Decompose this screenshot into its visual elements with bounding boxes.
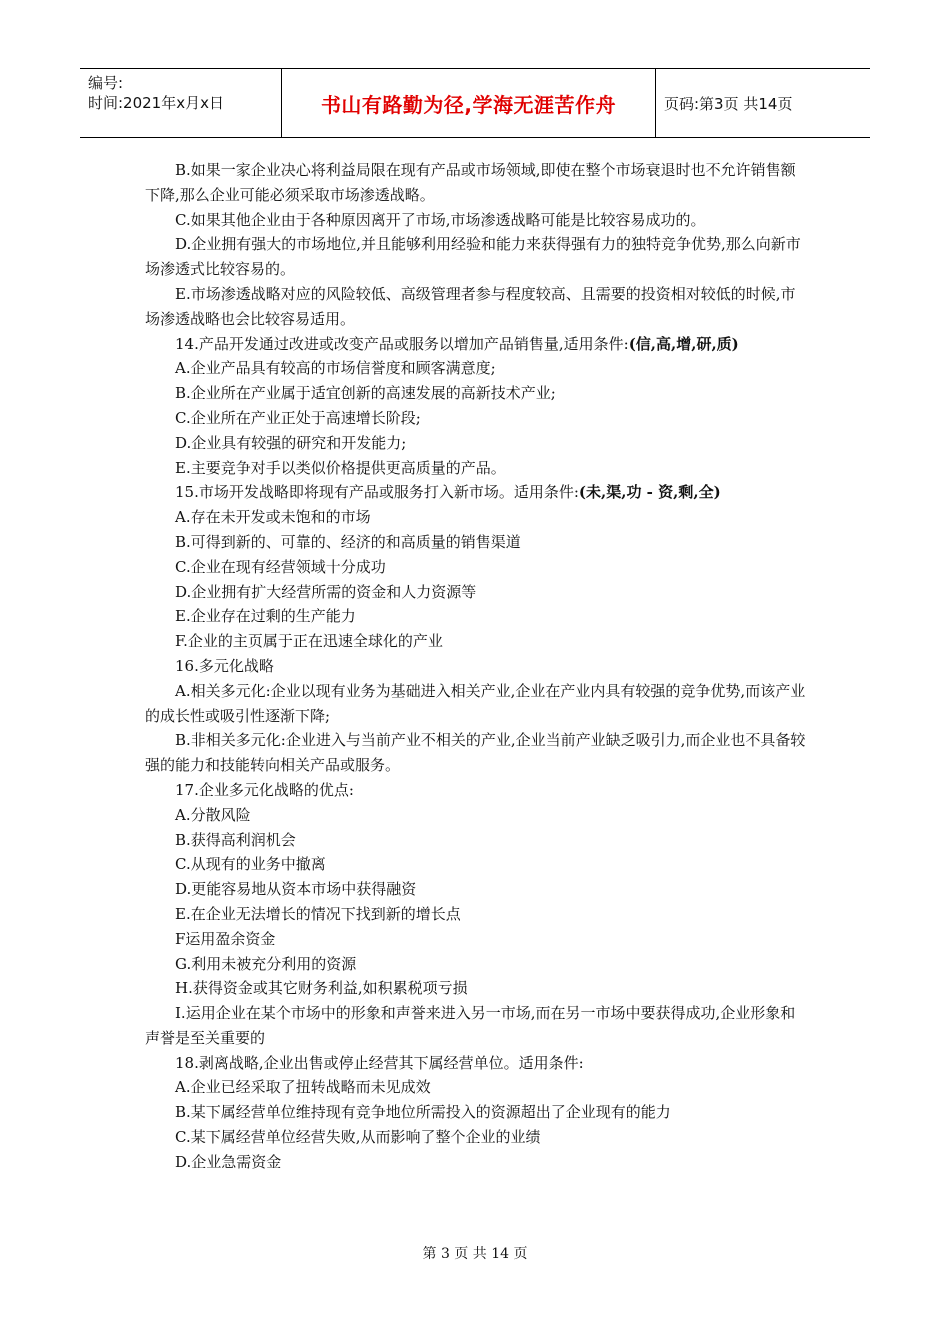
paragraph <box>145 902 807 927</box>
page-footer: 第 3 页 共 14 页 <box>422 1246 528 1262</box>
paragraph-text: C.企业所在产业正处于高速增长阶段; <box>175 408 421 427</box>
paragraph-text: E.市场渗透战略对应的风险较低、高级管理者参与程度较高、且需要的投资相对较低的时候,市场渗透战略也会比较容易适用。 <box>145 284 796 328</box>
paragraph-text: A.企业产品具有较高的市场信誉度和顾客满意度; <box>175 359 496 378</box>
document-header <box>80 68 870 138</box>
paragraph <box>145 952 807 977</box>
paragraph-text: C.从现有的业务中撤离 <box>175 855 326 874</box>
paragraph <box>145 1075 807 1100</box>
paragraph-text: B.如果一家企业决心将利益局限在现有产品或市场领域,即使在整个市场衰退时也不允许销售额下降,那么企业可能必须采取市场渗透战略。 <box>145 161 796 204</box>
paragraph <box>145 604 807 629</box>
paragraph <box>145 852 807 877</box>
paragraph <box>145 406 807 431</box>
paragraph <box>145 580 807 605</box>
paragraph-text: E.企业存在过剩的生产能力 <box>175 607 356 626</box>
paragraph-text: B.某下属经营单位维持现有竞争地位所需投入的资源超出了企业现有的能力 <box>175 1103 671 1122</box>
paragraph <box>145 1125 807 1150</box>
paragraph-text: B.企业所在产业属于适宜创新的高速发展的高新技术产业; <box>175 384 556 403</box>
paragraph-text: H.获得资金或其它财务利益,如积累税项亏损 <box>175 979 468 998</box>
paragraph <box>145 505 807 530</box>
paragraph <box>145 431 807 456</box>
header-info-cell <box>80 69 282 137</box>
paragraph-text: E.在企业无法增长的情况下找到新的增长点 <box>175 904 461 923</box>
paragraph <box>145 356 807 381</box>
paragraph-text: 18.剥离战略,企业出售或停止经营其下属经营单位。适用条件: <box>175 1053 584 1072</box>
paragraph-text: A.相关多元化:企业以现有业务为基础进入相关产业,企业在产业内具有较强的竞争优势,而该产业的成长性或吸引性逐渐下降; <box>145 681 806 725</box>
paragraph <box>145 555 807 580</box>
paragraph-text: A.存在未开发或未饱和的市场 <box>175 508 371 527</box>
header-page-number: 页码:第3页 共14页 <box>664 94 793 113</box>
document-date-label: 时间:2021年x月x日 <box>88 94 224 112</box>
paragraph <box>145 1100 807 1125</box>
paragraph <box>145 728 807 778</box>
document-number-label: 编号: <box>88 74 124 92</box>
paragraph <box>145 877 807 902</box>
paragraph-text: D.企业急需资金 <box>175 1152 282 1171</box>
paragraph <box>145 803 807 828</box>
paragraph-text: F.企业的主页属于正在迅速全球化的产业 <box>175 632 443 651</box>
paragraph <box>145 629 807 654</box>
paragraph <box>145 232 807 282</box>
paragraph-text: D.企业具有较强的研究和开发能力; <box>175 433 407 452</box>
paragraph <box>145 679 807 729</box>
paragraph <box>145 654 807 679</box>
paragraph <box>145 332 807 357</box>
paragraph <box>145 976 807 1001</box>
paragraph-text: D.更能容易地从资本市场中获得融资 <box>175 880 417 899</box>
paragraph-text: 17.企业多元化战略的优点: <box>175 780 354 799</box>
paragraph-text: A.分散风险 <box>175 805 251 824</box>
paragraph <box>145 158 807 208</box>
paragraph-text: E.主要竞争对手以类似价格提供更高质量的产品。 <box>175 458 506 477</box>
paragraph-text: B.可得到新的、可靠的、经济的和高质量的销售渠道 <box>175 532 521 551</box>
paragraph <box>145 282 807 332</box>
paragraph <box>145 1001 807 1051</box>
paragraph <box>145 1150 807 1175</box>
paragraph-text: C.某下属经营单位经营失败,从而影响了整个企业的业绩 <box>175 1128 541 1147</box>
paragraph-bold-mnemonic: (信,高,增,研,质) <box>628 334 739 353</box>
paragraph-text: C.企业在现有经营领域十分成功 <box>175 557 386 576</box>
paragraph <box>145 927 807 952</box>
header-motto: 书山有路勤为径,学海无涯苦作舟 <box>282 69 656 137</box>
paragraph-text: C.如果其他企业由于各种原因离开了市场,市场渗透战略可能是比较容易成功的。 <box>175 210 706 229</box>
paragraph-bold-mnemonic: (未,渠,功 - 资,剩,全) <box>578 483 721 502</box>
paragraph-text: B.获得高利润机会 <box>175 830 296 849</box>
document-body <box>145 158 807 1175</box>
paragraph <box>145 530 807 555</box>
paragraph <box>145 480 807 505</box>
paragraph <box>145 456 807 481</box>
paragraph-text: 14.产品开发通过改进或改变产品或服务以增加产品销售量,适用条件: <box>175 334 629 353</box>
paragraph-text: G.利用未被充分利用的资源 <box>175 954 357 973</box>
paragraph <box>145 828 807 853</box>
paragraph <box>145 1051 807 1076</box>
paragraph-text: B.非相关多元化:企业进入与当前产业不相关的产业,企业当前产业缺乏吸引力,而企业也不具备较强的能力和技能转向相关产品或服务。 <box>145 731 806 775</box>
paragraph <box>145 381 807 406</box>
paragraph-text: A.企业已经采取了扭转战略而未见成效 <box>175 1078 431 1097</box>
paragraph-text: F运用盈余资金 <box>175 929 276 948</box>
paragraph-text: D.企业拥有扩大经营所需的资金和人力资源等 <box>175 582 477 601</box>
paragraph-text: 15.市场开发战略即将现有产品或服务打入新市场。适用条件: <box>175 483 579 502</box>
paragraph <box>145 778 807 803</box>
paragraph-text: 16.多元化战略 <box>175 656 274 675</box>
paragraph <box>145 208 807 233</box>
paragraph-text: I.运用企业在某个市场中的形象和声誉来进入另一市场,而在另一市场中要获得成功,企业形象和声誉是至关重要的 <box>145 1004 796 1047</box>
paragraph-text: D.企业拥有强大的市场地位,并且能够利用经验和能力来获得强有力的独特竞争优势,那么向新市场渗透式比较容易的。 <box>145 235 801 279</box>
